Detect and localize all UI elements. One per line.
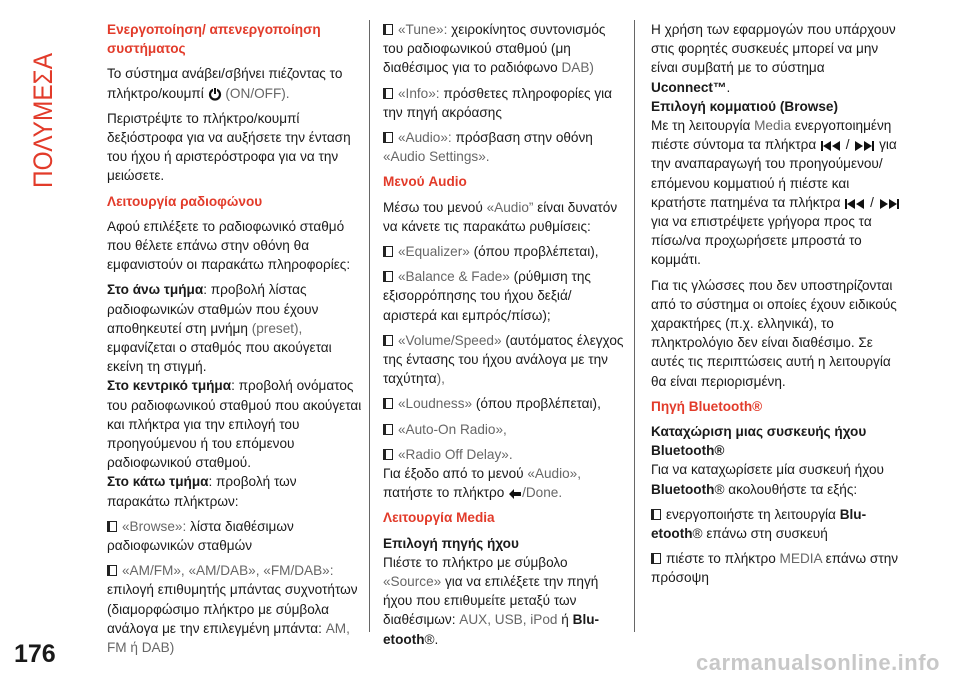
text: DAB) [561,60,594,76]
text: ® ακολουθήστε τα εξής: [714,481,858,497]
list-item [651,549,901,587]
text: Για να καταχωρίσετε μία συσκευή ήχου [651,462,884,478]
column-divider [369,20,370,632]
watermark: carmanualsonline.info [696,650,940,675]
text: ή [561,612,569,628]
text: Στο κάτω τμήμα [107,474,209,490]
text: Στο κεντρικό τμήμα [107,378,232,394]
section-title [14,28,64,198]
text: ενεργοποιημένη πιέστε σύντομα τα πλήκτρα [651,118,892,153]
heading-audio-menu: Μενού Audio [383,174,467,190]
bullet-icon [383,88,393,99]
bullet-icon [383,246,393,257]
list-item [651,505,901,543]
text: Η χρήση των εφαρμογών που υπάρχουν στις φορητές συσκευές μπορεί να μην είναι συμβατή με το σύστημα [651,22,896,76]
paragraph [651,20,901,97]
text: Για έξοδο από το μενού [383,466,524,482]
text: εμφανίζεται ο σταθμός που ακούγεται εκείνη τη στιγμή. [107,340,332,375]
paragraph: Με τη λειτουργία Media ενεργοποιημένη πιέστε σύντομα τα πλήκτρα / για την αναπαραγωγή του προηγούμενου/ επόμενου κομματιού ή πιέστε και κρατήστε πατημένα τα πλήκτρα / για να επιστρέψετε γρήγορα προς τα πίσω/να προχωρήσετε μπροστά το κομμάτι. [651,116,901,270]
list-item [383,331,626,389]
text: : προβολή των παρακάτω πλήκτρων: [107,474,297,509]
text: για την αναπαραγωγή του προηγούμενου/ επόμενου κομματιού ή πιέστε και κρατήστε πατημένα τα πλήκτρα [651,137,897,210]
bullet-icon [383,398,393,409]
column-1 [107,20,362,663]
text: Το σύστημα ανάβει/σβήνει πιέζοντας το πλήκτρο/κουμπί [107,66,343,101]
text: : προβολή ονόματος του ραδιοφωνικού σταθμού που ακούγεται και πλήκτρα για την επιλογή του προηγούμενου ή του επόμενου ραδιοφωνικού σταθμού. [107,378,362,471]
text: «Audio Settings». [383,149,490,165]
previous-track-icon [844,198,866,210]
subheading-register-device: Καταχώριση μιας συσκευής ήχου Bluetooth® [651,424,867,459]
list-item [383,420,626,439]
list-item [383,242,626,261]
list-item [383,394,626,413]
text: (ON/OFF). [225,85,290,101]
heading-bluetooth-source: Πηγή Bluetooth® [651,398,763,414]
text: «Source» [383,574,442,590]
text: AUX, USB, iPod [459,612,558,628]
bullet-icon [651,509,661,520]
bullet-icon [383,424,393,435]
subheading-browse: Επιλογή κομματιού (Browse) [651,98,839,114]
text: πατήστε το πλήκτρο [383,485,505,501]
bullet-icon [107,565,117,576]
text: Πιέστε το πλήκτρο με σύμβολο [383,554,568,570]
text: Blu-etooth [383,612,600,647]
paragraph [107,64,362,102]
text: (preset), [251,320,303,336]
bullet-icon [383,449,393,460]
paragraph [651,460,901,498]
paragraph: Αφού επιλέξετε το ραδιοφωνικό σταθμό που θέλετε επάνω στην οθόνη θα εμφανιστούν οι παρακάτω πληροφορίες: [107,218,351,273]
back-arrow-icon [508,488,522,500]
paragraph [107,376,362,472]
column-divider [634,20,635,632]
text: «Info»: [398,85,440,101]
text: «Equalizer» [398,244,470,260]
paragraph [107,472,362,510]
text: «Browse»: [122,518,187,534]
list-item [383,84,626,122]
text: για να επιλέξετε την πηγή ήχου που επιθυμείτε μεταξύ των διαθέσιμων: [383,574,599,628]
text: χειροκίνητος συντονισμός του ραδιοφωνικού σταθμού (μη διαθέσιμος για το ραδιόφωνο [383,22,606,76]
text: Στο άνω τμήμα [107,282,204,298]
paragraph: Για τις γλώσσες που δεν υποστηρίζονται από το σύστημα οι οποίες έχουν ειδικούς χαρακτήρες (π.χ. ελληνικά), το πληκτρολόγιο δεν είναι διαθέσιμο. Σε αυτές τις περιπτώσεις αυτή η λειτουργία θα είναι περιορισμένη. [651,277,897,389]
text: για να επιστρέψετε γρήγορα προς τα πίσω/να προχωρήσετε μπροστά το κομμάτι. [651,214,872,268]
text: . [726,79,731,95]
list-item [383,128,626,166]
text: (αυτόματος έλεγχος της έντασης του ήχου ανάλογα με την ταχύτητα [383,332,624,387]
text: ενεργοποιήστε τη λειτουργία [666,506,836,522]
subheading-source-select: Επιλογή πηγής ήχου [383,535,519,551]
heading-system-power: Ενεργοποίηση/ απενεργοποίηση συστήματος [107,22,321,57]
text: Bluetooth [651,481,715,497]
text: (όπου προβλέπεται), [473,244,599,260]
text: πρόσβαση στην οθόνη [455,130,593,146]
text: «Loudness» [398,396,473,412]
paragraph [383,464,626,502]
text: επάνω στην πρόσοψη [651,551,899,586]
bullet-icon [383,24,393,35]
text: «Audio” [486,199,534,215]
list-item [383,267,626,325]
next-track-icon [878,198,900,210]
text: Μέσω του μενού [383,199,483,215]
text: επιλογή επιθυμητής μπάντας συχνοτήτων (διαμορφώσιμο πλήκτρο με σύμβολα ανάλογα με την επιλεγμένη μπάντα: [107,582,358,636]
text: ® επάνω στη συσκευή [692,526,828,542]
bullet-icon [651,553,661,564]
list-item [383,445,626,464]
power-icon [208,87,222,101]
paragraph [383,198,626,236]
text: AM, FM ή DAB) [107,620,350,656]
heading-radio-mode: Λειτουργία ραδιοφώνου [107,193,263,209]
text: είναι δυνατόν να κάνετε τις παρακάτω ρυθμίσεις: [383,199,618,234]
text: ®. [424,631,439,647]
heading-media-mode: Λειτουργία Media [383,510,495,526]
bullet-icon [383,271,393,282]
text: : προβολή λίστας ραδιοφωνικών σταθμών που έχουν αποθηκευτεί στη μνήμη [107,282,319,336]
bullet-icon [383,132,393,143]
text: Με τη λειτουργία [651,118,751,134]
bullet-icon [383,335,393,346]
previous-track-icon [820,140,842,152]
text: (ρύθμιση της εξισορρόπησης του ήχου δεξιά/ αριστερά και εμπρός/πίσω); [383,269,591,323]
page-number: 176 [14,640,56,668]
list-item [107,561,362,657]
text: Uconnect™ [651,79,727,95]
text: πρόσθετες πληροφορίες για την πηγή ακρόασης [383,85,613,120]
paragraph: Περιστρέψτε το πλήκτρο/κουμπί δεξιόστροφα για να αυξήσετε την ένταση του ήχου ή αριστερόστροφα για να την μειώσετε. [107,110,351,184]
text: MEDIA [779,551,822,567]
text: Blu-etooth [651,506,867,542]
text: «Radio Off Delay». [398,446,513,462]
text: πιέστε το πλήκτρο [666,551,776,567]
list-item [383,20,626,78]
text: ), [436,371,445,387]
text: λίστα διαθέσιμων ραδιοφωνικών σταθμών [107,518,294,554]
paragraph [107,280,362,376]
text: «Volume/Speed» [398,332,502,348]
section-title-text: ΠΟΛΥΜΕΣΑ [28,38,58,188]
column-2 [383,20,626,655]
text: (όπου προβλέπεται), [475,396,601,412]
next-track-icon [853,140,875,152]
text: Media [754,118,792,134]
paragraph [383,553,626,649]
text: «Tune»: [398,22,448,37]
column-3 [651,20,901,594]
bullet-icon [107,521,117,532]
text: «Audio», [527,466,582,482]
list-item [107,517,362,555]
text: «AM/FM», «AM/DAB», «FM/DAB»: [122,563,334,579]
text: /Done. [522,485,563,501]
text: «Balance & Fade» [398,269,510,285]
text: «Auto-On Radio», [398,421,507,437]
text: «Audio»: [398,130,452,146]
